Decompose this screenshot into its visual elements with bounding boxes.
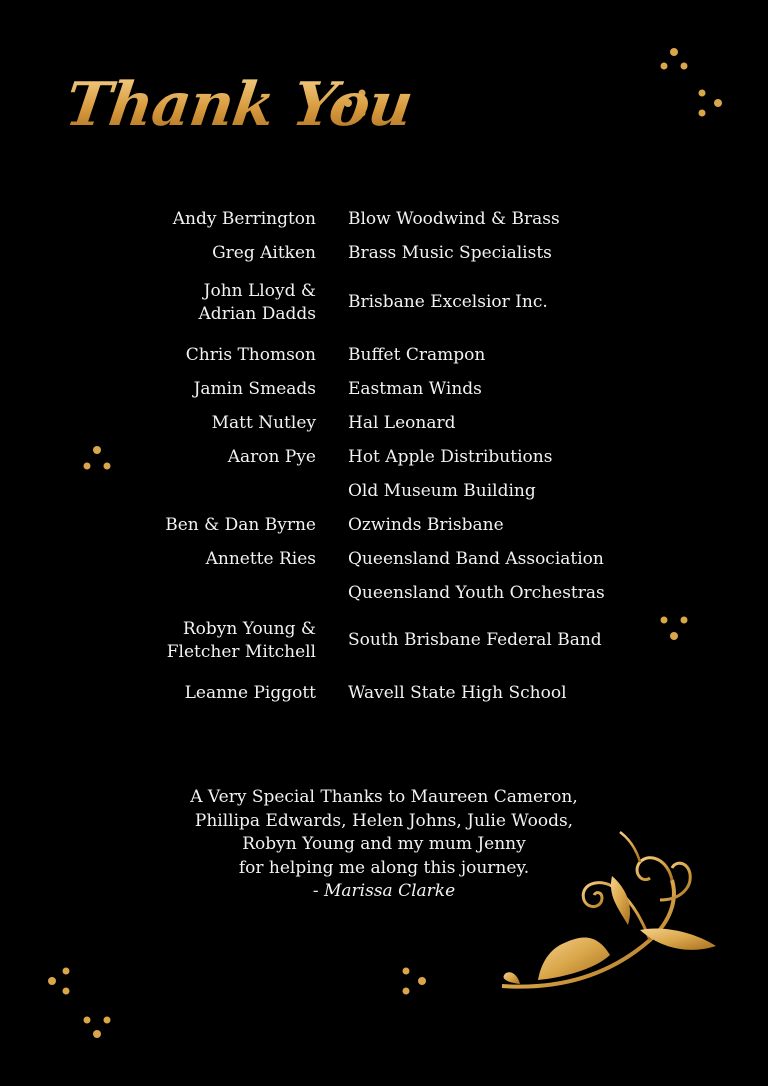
thanks-organisation: Eastman Winds [348, 379, 482, 399]
thanks-organisation: Brass Music Specialists [348, 243, 552, 263]
thanks-person [116, 280, 316, 326]
thanks-person [116, 682, 316, 705]
thanks-person [116, 548, 316, 571]
thanks-person [116, 208, 316, 231]
thanks-person-line: Fletcher Mitchell [166, 642, 316, 662]
thanks-person-line: Matt Nutley [211, 413, 316, 433]
thanks-person [116, 514, 316, 537]
thanks-person-line: Annette Ries [205, 549, 316, 569]
signature: - Marissa Clarke [312, 881, 456, 901]
page-title: Thank You [61, 70, 417, 140]
thanks-person-line: Robyn Young & [182, 619, 316, 639]
thanks-person-line: Leanne Piggott [184, 683, 316, 703]
thanks-person-line: Andy Berrington [172, 209, 316, 229]
thanks-organisation: Buffet Crampon [348, 345, 486, 365]
thanks-person [116, 446, 316, 469]
thanks-organisation: Queensland Youth Orchestras [348, 583, 605, 603]
thanks-person-line: Adrian Dadds [198, 304, 316, 324]
special-thanks-line: Robyn Young and my mum Jenny [242, 834, 526, 854]
thanks-person-line: Chris Thomson [185, 345, 316, 365]
thanks-person-line: Jamin Smeads [193, 379, 316, 399]
thanks-organisation: South Brisbane Federal Band [348, 630, 602, 650]
thanks-person [116, 242, 316, 265]
thanks-person [116, 412, 316, 435]
thanks-person [116, 378, 316, 401]
special-thanks [134, 786, 634, 904]
special-thanks-line: Phillipa Edwards, Helen Johns, Julie Woods, [194, 810, 574, 831]
thanks-person-line: Ben & Dan Byrne [165, 515, 316, 535]
thanks-person-line: Aaron Pye [227, 447, 316, 467]
thanks-person-line: John Lloyd & [203, 281, 316, 301]
special-thanks-line: A Very Special Thanks to Maureen Cameron, [190, 787, 578, 807]
thanks-organisation: Hot Apple Distributions [348, 447, 553, 467]
thanks-organisation: Blow Woodwind & Brass [348, 209, 560, 229]
thanks-organisation: Ozwinds Brisbane [348, 515, 504, 535]
thanks-person [116, 344, 316, 367]
thanks-organisation: Old Museum Building [348, 481, 536, 501]
thanks-organisation: Wavell State High School [348, 683, 567, 703]
special-thanks-line: for helping me along this journey. [238, 857, 530, 878]
thanks-organisation: Brisbane Excelsior Inc. [348, 292, 548, 312]
thanks-organisation: Hal Leonard [348, 413, 456, 433]
thanks-person [116, 618, 316, 664]
thanks-organisation: Queensland Band Association [348, 549, 604, 569]
thanks-person-line: Greg Aitken [212, 243, 316, 263]
